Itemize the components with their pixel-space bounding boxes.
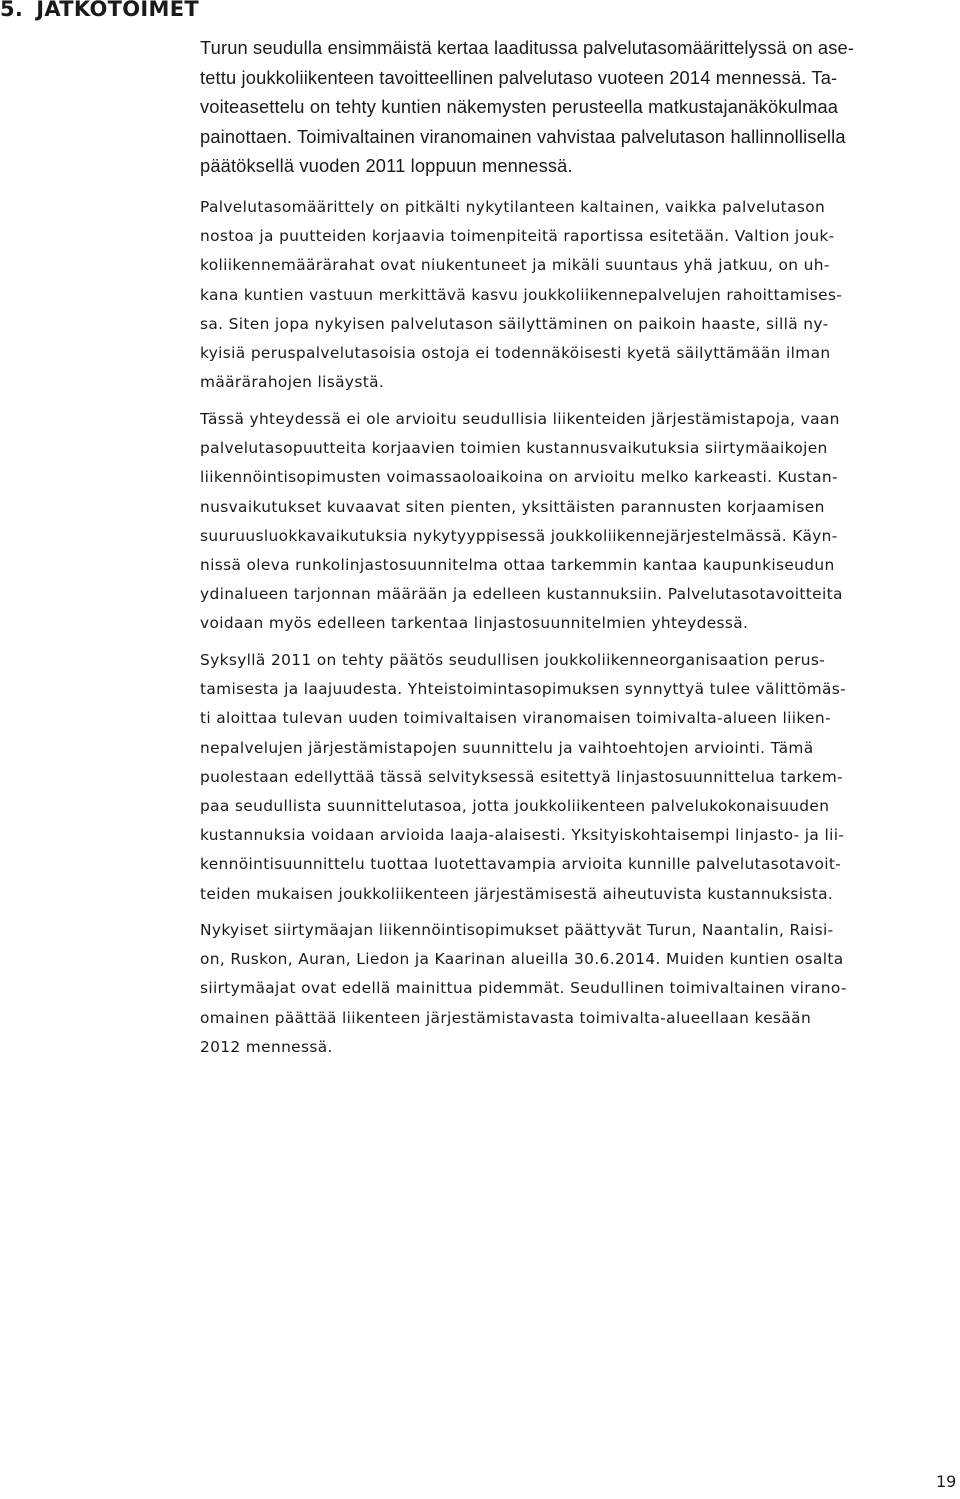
paragraph-2 (200, 193, 842, 397)
paragraph-line: ti aloittaa tulevan uuden toimivaltaisen viranomaisen toimivalta-alueen liiken- (200, 709, 831, 728)
paragraph-line: nusvaikutukset kuvaavat siten pienten, yksittäisten parannusten korjaamisen (200, 497, 825, 516)
paragraph-line: Turun seudulla ensimmäistä kertaa laaditussa palvelutasomäärittelyssä on ase- (200, 37, 855, 58)
paragraph-line: kyisiä peruspalvelutasoisia ostoja ei todennäköisesti kyetä säilyttämään ilman (200, 344, 831, 363)
paragraph-line: palvelutasopuutteita korjaavien toimien kustannusvaikutuksia siirtymäaikojen (200, 439, 828, 458)
paragraph-line: puolestaan edellyttää tässä selvityksessä esitettyä linjastosuunnittelua tarkem- (200, 767, 843, 786)
paragraph-line: tamisesta ja laajuudesta. Yhteistoimintasopimuksen synnyttyä tulee välittömäs- (200, 680, 847, 699)
page-number: 19 (936, 1472, 957, 1491)
paragraph-line: nostoa ja puutteiden korjaavia toimenpiteitä raportissa esitetään. Valtion jouk- (200, 227, 835, 246)
section-title: JATKOTOIMET (36, 0, 200, 21)
paragraph-line: päätöksellä vuoden 2011 loppuun mennessä. (200, 155, 573, 177)
paragraph-line: omainen päättää liikenteen järjestämistavasta toimivalta-alueellaan kesään (200, 1008, 812, 1027)
section-number: 5. (0, 0, 24, 21)
paragraph-line: nepalvelujen järjestämistapojen suunnittelu ja vaihtoehtojen arviointi. Tämä (200, 738, 814, 757)
paragraph-line: Tässä yhteydessä ei ole arvioitu seudullisia liikenteiden järjestämistapoja, vaan (200, 410, 840, 428)
paragraph-line: Palvelutasomäärittely on pitkälti nykytilanteen kaltainen, vaikka palvelutason (200, 198, 826, 216)
paragraph-line: määrärahojen lisäystä. (200, 373, 385, 392)
paragraph-line: painottaen. Toimivaltainen viranomainen vahvistaa palvelutason hallinnollisella (200, 125, 846, 147)
paragraph-5 (200, 916, 847, 1062)
paragraph-line: Nykyiset siirtymäajan liikennöintisopimukset päättyvät Turun, Naantalin, Raisi- (200, 921, 834, 939)
paragraph-line: voidaan myös edelleen tarkentaa linjastosuunnitelmien yhteydessä. (200, 614, 749, 633)
paragraph-line: koliikennemäärärahat ovat niukentuneet ja mikäli suuntaus yhä jatkuu, on uh- (200, 256, 830, 275)
paragraph-line: kustannuksia voidaan arvioida laaja-alaisesti. Yksityiskohtaisempi linjasto- ja lii- (200, 826, 845, 845)
paragraph-line: Syksyllä 2011 on tehty päätös seudullisen joukkoliikenneorganisaation perus- (200, 651, 826, 669)
paragraph-line: paa seudullista suunnittelutasoa, jotta joukkoliikenteen palvelukokonaisuuden (200, 797, 830, 816)
section-heading (0, 0, 199, 24)
paragraph-line: nissä oleva runkolinjastosuunnitelma ottaa tarkemmin kantaa kaupunkiseudun (200, 556, 835, 575)
paragraph-line: siirtymäajat ovat edellä mainittua pidemmät. Seudullinen toimivaltainen virano- (200, 979, 847, 998)
paragraph-line: ydinalueen tarjonnan määrään ja edelleen kustannuksiin. Palvelutasotavoitteita (200, 585, 843, 604)
paragraph-3 (200, 405, 843, 639)
paragraph-line: 2012 mennessä. (200, 1037, 333, 1056)
paragraph-line: suuruusluokkavaikutuksia nykytyyppisessä joukkoliikennejärjestelmässä. Käyn- (200, 526, 838, 545)
paragraph-line: sa. Siten jopa nykyisen palvelutason säilyttäminen on paikoin haaste, sillä ny- (200, 314, 829, 333)
paragraph-line: kana kuntien vastuun merkittävä kasvu joukkoliikennepalvelujen rahoittamises- (200, 285, 843, 304)
paragraph-line: liikennöintisopimusten voimassaoloaikoina on arvioitu melko karkeasti. Kustan- (200, 468, 838, 487)
paragraph-line: voiteasettelu on tehty kuntien näkemysten perusteella matkustajanäkökulmaa (200, 96, 839, 118)
paragraph-1 (200, 33, 854, 181)
paragraph-line: kennöintisuunnittelu tuottaa luotettavampia arvioita kunnille palvelutasotavoit- (200, 855, 842, 874)
paragraph-4 (200, 646, 846, 909)
paragraph-line: on, Ruskon, Auran, Liedon ja Kaarinan alueilla 30.6.2014. Muiden kuntien osalta (200, 950, 844, 969)
paragraph-line: teiden mukaisen joukkoliikenteen järjestämisestä aiheutuvista kustannuksista. (200, 884, 834, 903)
paragraph-line: tettu joukkoliikenteen tavoitteellinen palvelutaso vuoteen 2014 mennessä. Ta- (200, 66, 838, 88)
